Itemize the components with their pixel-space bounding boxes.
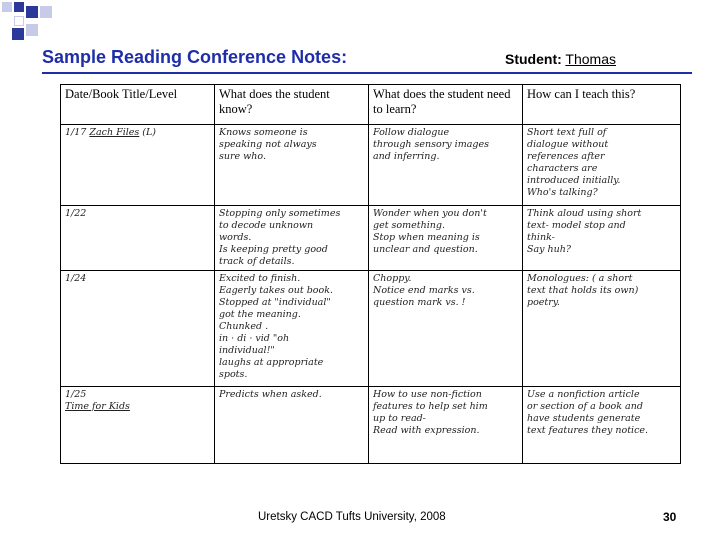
table-row [61,125,681,206]
column-header: What does the student need to learn? [369,85,523,125]
conference-notes-table [60,84,681,464]
note-line: in · di · vid "oh [219,333,290,344]
note-line: Chunked . [219,321,269,332]
note-line: speaking not always [219,139,317,150]
note-line: characters are [527,163,598,174]
entry-date: 1/24 [65,273,87,284]
note-line: Monologues: ( a short [527,273,633,284]
date-cell [61,206,215,271]
knows-cell [215,271,369,387]
student-info [505,51,616,67]
note-line: Choppy. [373,273,412,284]
entry-date: 1/25 [65,389,87,400]
note-line: features to help set him [373,401,488,412]
note-line: Notice end marks vs. [373,285,475,296]
note-line: individual!" [219,345,275,356]
knows-cell [215,206,369,271]
table-header-row [61,85,681,125]
note-line: unclear and question. [373,244,478,255]
note-line: think- [527,232,555,243]
column-header: How can I teach this? [523,85,681,125]
note-line: laughs at appropriate [219,357,324,368]
note-line: Use a nonfiction article [527,389,640,400]
note-line: Excited to finish. [219,273,301,284]
teach-cell [523,206,681,271]
note-line: Stopping only sometimes [219,208,341,219]
note-line: references after [527,151,605,162]
note-line: or section of a book and [527,401,643,412]
note-line: text features they notice. [527,425,649,436]
title-divider [42,72,692,74]
knows-cell [215,125,369,206]
teach-cell [523,271,681,387]
square-shape [14,2,24,12]
learn-cell [369,125,523,206]
note-line: Read with expression. [373,425,480,436]
square-shape [12,28,24,40]
note-line: Who's talking? [527,187,598,198]
table-row [61,271,681,387]
learn-cell [369,206,523,271]
note-line: and inferring. [373,151,440,162]
reading-level: (L) [142,127,157,138]
decorative-squares [0,0,60,50]
note-line: Think aloud using short [527,208,642,219]
note-line: Say huh? [527,244,572,255]
note-line: Predicts when asked. [219,389,322,400]
note-line: How to use non-fiction [373,389,482,400]
entry-date: 1/17 [65,127,87,138]
note-line: have students generate [527,413,641,424]
teach-cell [523,387,681,464]
note-line: to decode unknown [219,220,314,231]
square-shape [26,24,38,36]
square-shape [2,2,12,12]
note-line: Knows someone is [219,127,308,138]
teach-cell [523,125,681,206]
note-line: get something. [373,220,445,231]
note-line: question mark vs. ! [373,297,466,308]
note-line: got the meaning. [219,309,301,320]
column-header: What does the student know? [215,85,369,125]
note-line: dialogue without [527,139,609,150]
square-shape [26,6,38,18]
date-cell [61,271,215,387]
note-line: text that holds its own) [527,285,639,296]
note-line: Is keeping pretty good [219,244,328,255]
note-line: poetry. [527,297,560,308]
note-line: text- model stop and [527,220,626,231]
date-cell [61,125,215,206]
note-line: spots. [219,369,248,380]
date-cell [61,387,215,464]
footer-credit: Uretsky CACD Tufts University, 2008 [258,511,446,523]
note-line: Stop when meaning is [373,232,480,243]
note-line: words. [219,232,252,243]
note-line: Short text full of [527,127,607,138]
note-line: through sensory images [373,139,489,150]
note-line: Eagerly takes out book. [219,285,333,296]
entry-date: 1/22 [65,208,87,219]
table-row [61,206,681,271]
square-shape [14,16,24,26]
book-title: Time for Kids [65,401,130,412]
column-header: Date/Book Title/Level [61,85,215,125]
note-line: Stopped at "individual" [219,297,331,308]
note-line: Follow dialogue [373,127,450,138]
learn-cell [369,271,523,387]
square-shape [40,6,52,18]
note-line: track of details. [219,256,295,267]
student-name: Thomas [565,51,616,67]
note-line: Wonder when you don't [373,208,487,219]
book-title: Zach Files [89,127,140,138]
note-line: introduced initially. [527,175,621,186]
note-line: up to read- [373,413,426,424]
learn-cell [369,387,523,464]
page-title: Sample Reading Conference Notes: [42,47,348,67]
note-line: sure who. [219,151,266,162]
knows-cell [215,387,369,464]
student-label: Student: [505,51,562,67]
table-row [61,387,681,464]
page-number: 30 [663,510,677,524]
